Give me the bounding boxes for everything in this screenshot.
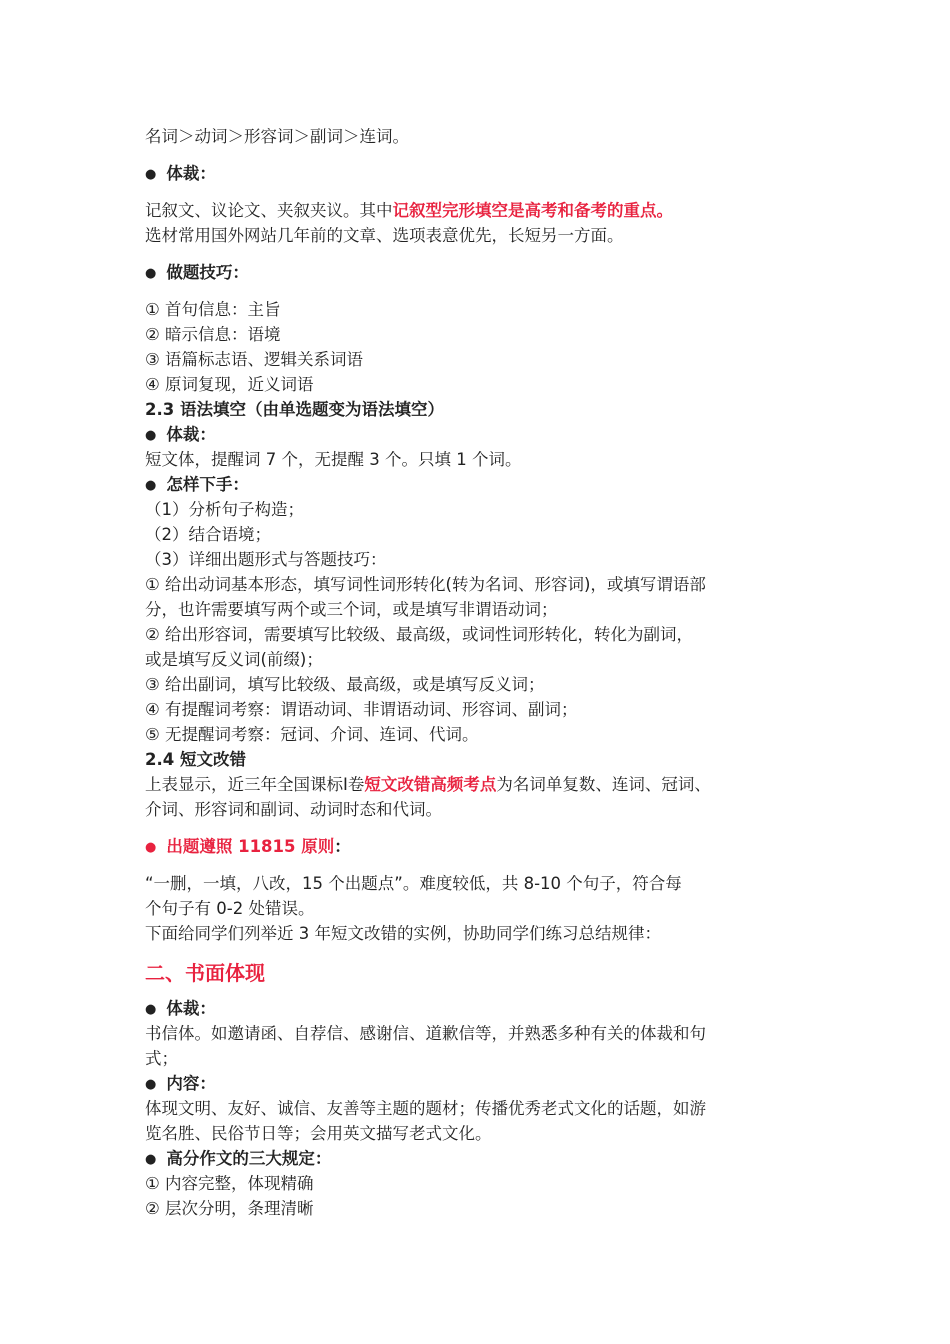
text-line: 名词＞动词＞形容词＞副词＞连词。 <box>145 127 409 146</box>
text-line: 个句子有 0-2 处错误。 <box>145 899 315 918</box>
text-line: 分，也许需要填写两个或三个词，或是填写非谓语动词； <box>145 600 558 619</box>
list-item: ① 内容完整，体现精确 <box>145 1174 314 1193</box>
text-line: 下面给同学们列举近 3 年短文改错的实例，协助同学们练习总结规律： <box>145 924 661 943</box>
list-item: ③ 给出副词，填写比较级、最高级，或是填写反义词； <box>145 675 545 694</box>
bullet-heading-genre: ● 体裁： <box>145 422 825 447</box>
text-line: 短文体，提醒词 7 个，无提醒 3 个。只填 1 个词。 <box>145 450 522 469</box>
text-line: 选材常用国外网站几年前的文章、选项表意优先，长短另一方面。 <box>145 226 624 245</box>
text-line: 体现文明、友好、诚信、友善等主题的题材；传播优秀老式文化的话题，如游 <box>145 1099 706 1118</box>
bullet-heading-principle: ● 出题遵照 11815 原则： <box>145 834 825 859</box>
section-heading-writing: 二、书面体现 <box>145 961 265 985</box>
bullet-heading-requirements: ● 高分作文的三大规定： <box>145 1146 825 1171</box>
text-line: 书信体。如邀请函、自荐信、感谢信、道歉信等，并熟悉多种有关的体裁和句 <box>145 1024 706 1043</box>
text-line: 览名胜、民俗节日等；会用英文描写老式文化。 <box>145 1124 492 1143</box>
list-item: ① 首句信息：主旨 <box>145 300 281 319</box>
list-item: ④ 有提醒词考察：谓语动词、非谓语动词、形容词、副词； <box>145 700 578 719</box>
list-item: ② 层次分明，条理清晰 <box>145 1199 314 1218</box>
bullet-heading-how: ● 怎样下手： <box>145 472 825 497</box>
text-line: “一删，一填，八改，15 个出题点”。难度较低，共 8-10 个句子，符合每 <box>145 874 682 893</box>
bullet-heading-genre: ● 体裁： <box>145 996 825 1021</box>
list-item: ③ 语篇标志语、逻辑关系词语 <box>145 350 364 369</box>
list-item: （2）结合语境； <box>145 525 271 544</box>
text-line: 或是填写反义词(前缀)； <box>145 650 323 669</box>
list-item: ② 暗示信息：语境 <box>145 325 281 344</box>
list-item: （1）分析句子构造； <box>145 500 304 519</box>
bullet-heading-content: ● 内容： <box>145 1071 825 1096</box>
list-item: ① 给出动词基本形态，填写词性词形转化(转为名词、形容词)，或填写谓语部 <box>145 575 706 594</box>
list-item: （3）详细出题形式与答题技巧： <box>145 550 387 569</box>
section-heading-2-3: 2.3 语法填空（由单选题变为语法填空） <box>145 400 444 419</box>
section-heading-2-4: 2.4 短文改错 <box>145 750 246 769</box>
text-line: 上表显示，近三年全国课标Ⅰ卷短文改错高频考点为名词单复数、连词、冠词、 <box>145 775 711 794</box>
list-item: ⑤ 无提醒词考察：冠词、介词、连词、代词。 <box>145 725 479 744</box>
bullet-heading-genre: ● 体裁： <box>145 161 825 186</box>
highlight-text: 短文改错高频考点 <box>364 775 497 794</box>
document-page <box>145 124 825 1221</box>
text-line: 记叙文、议论文、夹叙夹议。其中记叙型完形填空是高考和备考的重点。 <box>145 201 673 220</box>
list-item: ④ 原词复现，近义词语 <box>145 375 314 394</box>
list-item: ② 给出形容词，需要填写比较级、最高级，或词性词形转化，转化为副词， <box>145 625 694 644</box>
text-line: 式； <box>145 1049 178 1068</box>
text-line: 介词、形容词和副词、动词时态和代词。 <box>145 800 442 819</box>
bullet-heading-tips: ● 做题技巧： <box>145 260 825 285</box>
highlight-text: 记叙型完形填空是高考和备考的重点。 <box>392 201 673 220</box>
